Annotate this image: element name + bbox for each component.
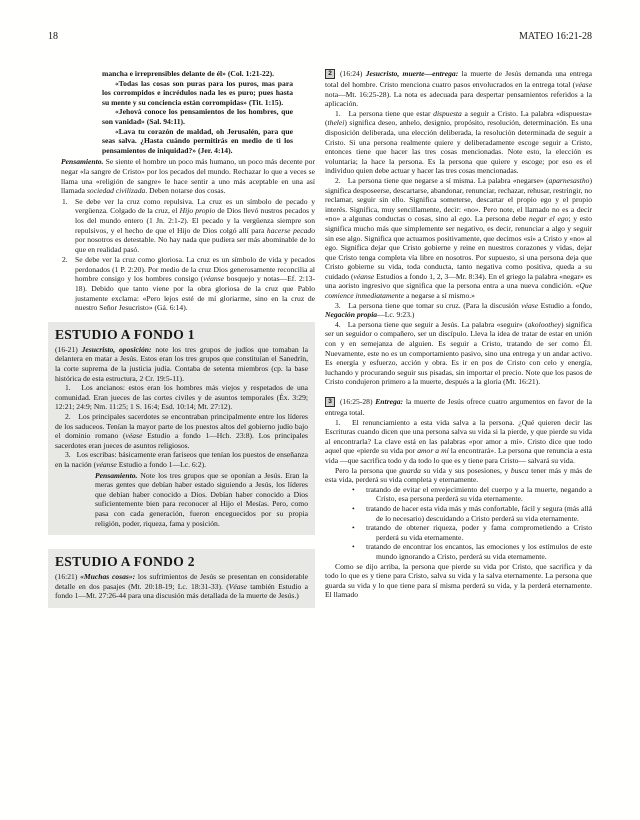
page-header bbox=[48, 31, 592, 43]
text-run: sociedad civilizada bbox=[86, 186, 146, 196]
text-run: Se siente el hombre un poco más humano, un poco más decente por negar «la sangre de Cristo» por los pecados del mundo. Rechazar lo que a veces se llama una «religión de sangre» le hace sentir a uno más aceptable en una así llamada bbox=[61, 157, 315, 196]
text-run: ; y esto significa mucho más que simplemente ser negativo, es decir, renunciar a algo y seguir sin ese algo. Significa que actuamos positivamente, que decimos «sí» a Cristo y «no» al ego. Significa dejar que Cristo gobierne y reine en nuestros corazones y vidas, dejar que Cristo tenga completa vía libre en nosotros. Por supuesto, si una persona deja que Cristo gobierne su vida, toda conducta, tanto negativa como positiva, queda a su cuidado ( bbox=[325, 214, 593, 281]
page-number: 18 bbox=[48, 31, 58, 42]
bullet-item bbox=[352, 484, 592, 504]
text-run: Hijo propio bbox=[179, 206, 216, 216]
note-number-badge: 3 bbox=[325, 397, 335, 407]
text-run: ego bbox=[459, 214, 471, 224]
text-run: thelei bbox=[327, 118, 345, 128]
left-column bbox=[48, 69, 315, 608]
text-run: véase bbox=[575, 80, 592, 89]
text-run: Se debe ver la cruz como gloriosa. La cruz es un símbolo de vida y pecados perdonados (1 P. 2:20). Por medio de la cruz Dios generosamente reconcilia al hombre consigo y los hombres consigo ( bbox=[75, 255, 315, 284]
study-paragraph bbox=[55, 450, 308, 469]
study-box-title: ESTUDIO A FONDO 2 bbox=[55, 554, 195, 570]
text-run: amor a mí bbox=[417, 446, 449, 456]
text-run: «Lava tu corazón de maldad, oh Jerusalén, para que seas salva. ¿Hasta cuándo permitirás en medio de ti los pensamientos de iniquidad?» (Jer. 4:14). bbox=[102, 126, 293, 155]
study-box bbox=[48, 322, 315, 535]
quote-paragraph bbox=[102, 79, 293, 108]
text-run: Note los tres grupos que se oponían a Jesús. Eran la meras gentes que debían haber estado siguiendo a Jesús, los líderes que debían haber conocido a Dios. Debían haber conocido a Dios suficientemente bien para reconocer al Hijo el Mesías. Pero, como pasa con cada generación, fueron enceguecidos por su propia religión, poder, riqueza, fama y posición. bbox=[95, 470, 308, 528]
pensamiento-paragraph bbox=[61, 157, 315, 195]
text-run: 3. Los escribas: básicamente eran fariseos que tenían los puestos de enseñanza en la nación ( bbox=[55, 450, 308, 469]
quote-paragraph bbox=[102, 69, 293, 79]
commentary-paragraph bbox=[325, 109, 592, 176]
commentary-paragraph bbox=[325, 562, 592, 600]
text-run: negar el ego bbox=[528, 214, 569, 224]
text-run: la muerte de Jesús ofrece cuatro argumentos en favor de la entrega total. bbox=[325, 397, 592, 417]
text-run: ) significa desposeerse, descartarse, abandonar, renunciar, rechazar, rehusar, restringir, no reclamar, seguir sin ello. Significa someterse, descartar el propio ego y el propio interés. Significa, muy sencillamente, decir: «no». Pero note, el llamado no es a decir «no» a algunas conductas o cosas, sino al bbox=[325, 175, 592, 224]
text-run: . Deben notarse dos cosas. bbox=[145, 186, 226, 196]
text-run: tratando de encontrar los encantos, las emociones y los estímulos de este mundo ignorando a Cristo, perderá su vida eternamente. bbox=[366, 542, 592, 561]
text-run: tratando de hacer esta vida más y más confortable, fácil y segura (más allá de lo necesario) descuidando a Cristo perderá su vida eternamente. bbox=[366, 503, 592, 523]
quote-paragraph bbox=[102, 107, 293, 126]
bullet-icon: • bbox=[352, 503, 355, 513]
text-run: Véase bbox=[228, 581, 247, 591]
bullet-icon: • bbox=[352, 523, 355, 533]
bullet-icon: • bbox=[352, 542, 355, 552]
bullet-item bbox=[352, 542, 592, 561]
text-run: tratando de evitar el envejecimiento del cuerpo y a la muerte, negando a Cristo, esa persona perderá su vida eternamente. bbox=[366, 484, 592, 504]
text-run: también Estudio a fondo 1—Mt. 27:26-44 para una discusión más detallada de la muerte de Jesús.) bbox=[55, 581, 309, 601]
text-run: Negación propia bbox=[325, 310, 378, 320]
text-run: aparnesastho bbox=[548, 175, 590, 185]
text-run: guarda bbox=[399, 465, 421, 475]
text-run: (16:25-28) bbox=[340, 397, 376, 406]
study-box bbox=[48, 549, 315, 608]
text-run: 2. Los principales sacerdotes se encontraban principalmente entre los líderes de los saduceos. Tenían la mayor parte de los puestos altos del gobierno judío bajo el dominio romano ( bbox=[55, 412, 308, 441]
text-run: Se debe ver la cruz como repulsiva. La cruz es un símbolo de pecado y vergüenza. Colgado de la cruz, el bbox=[75, 196, 315, 216]
text-run: a negarse a sí mismo.» bbox=[404, 291, 475, 301]
commentary-paragraph bbox=[325, 320, 592, 387]
text-run: tener más y más de esta vida, perderá su vida completa y eternamente. bbox=[325, 465, 592, 485]
study-paragraph bbox=[55, 383, 308, 412]
text-run: ) significa ser un seguidor o compañero, ser un discípulo. Lleva la idea de tratar de estar en unión con y en semejanza de alguien. Es seguir a Cristo, tratando de ser como Él. Nuevamente, este no es un comportamiento pasivo, sino una entrega y un andar activo. Es energía y esfuerzo, acción y obra. Es ir en pos de Cristo con celo y energía, luchando y procurando seguir sus pisadas, sin importar el precio. Note que los pasos de Cristo condujeron primero a la muerte, después a la gloria (Mt. 16:21). bbox=[325, 319, 592, 387]
text-run: dispuesta bbox=[433, 108, 462, 118]
numbered-item bbox=[62, 197, 315, 255]
text-run: véanse bbox=[96, 459, 117, 469]
text-run: Estudio a fondo 1—Lc. 6:2). bbox=[116, 459, 207, 469]
study-paragraph bbox=[55, 345, 308, 383]
bullet-item bbox=[352, 503, 592, 523]
text-run: Estudio a fondo 1—Hch. 23:8). Los principales sacerdotes eran jueces de asuntos religiosos. bbox=[55, 431, 309, 450]
text-run: «Muchas cosas»: bbox=[80, 572, 136, 582]
text-run: véanse bbox=[203, 274, 225, 284]
text-run: por nosotros es detestable. No hay nada que pudiera ser más abominable de lo que en realidad pasó. bbox=[75, 235, 315, 254]
text-run: los sufrimientos de Jesús se presentan en considerable detalle en dos pasajes (Mt. 20:18-19; Lc. 18:31-33). ( bbox=[55, 572, 308, 591]
text-run: 2. La persona tiene que negarse a sí misma. La palabra «negarse» ( bbox=[335, 175, 549, 185]
commentary-paragraph bbox=[325, 176, 592, 301]
text-run: «Jehová conoce los pensamientos de los hombres, que son vanidad» (Sal. 94:11). bbox=[102, 107, 293, 126]
text-run: . La persona debe bbox=[470, 214, 529, 224]
text-run: Pensamiento. bbox=[95, 470, 138, 480]
text-run: mancha e irreprensibles delante de él» (Col. 1:21-22). bbox=[102, 69, 275, 78]
text-run: hacerse pecado bbox=[266, 225, 315, 235]
text-run: Entrega: bbox=[375, 397, 404, 406]
right-column bbox=[325, 69, 592, 600]
text-run: véase bbox=[521, 300, 539, 310]
text-run: Jesucristo, oposición: bbox=[81, 344, 152, 354]
text-run: tratando de obtener riqueza, poder y fama comprometiendo a Cristo perderá su vida eternamente. bbox=[366, 523, 592, 542]
text-run: akoloothey bbox=[527, 319, 561, 329]
text-run: 1. Los ancianos: estos eran los hombres más viejos y respetados de una comunidad. Eran jueces de las cortes civiles y de asuntos temporales (Éx. 3:29; 12:21; 24:9; Nm. 11:25; 1 S. 16:4; Esd. 10:14; Mt. 27:12). bbox=[55, 383, 308, 412]
bullet-icon: • bbox=[352, 484, 355, 494]
note-paragraph bbox=[325, 69, 592, 109]
study-box-title: ESTUDIO A FONDO 1 bbox=[55, 326, 195, 342]
list-marker: 2. bbox=[62, 255, 68, 265]
text-run: note los tres grupos de judíos que tomaban la delantera en matar a Jesús. Estos eran los tres grupos que constituían el Sanedrín, la corte suprema de la justicia judía. Contaba de setenta miembros (cp. la base histórica de esta estructura, 2 Cr. 19:5-11). bbox=[55, 344, 308, 383]
numbered-item bbox=[62, 255, 315, 313]
text-run: Jesucristo, muerte—entrega: bbox=[365, 69, 459, 78]
two-column-body bbox=[48, 69, 592, 608]
note-paragraph bbox=[325, 397, 592, 418]
bullet-list bbox=[325, 485, 592, 562]
commentary-paragraph bbox=[325, 466, 592, 485]
text-run: 3. La persona tiene que tomar su cruz. (Para la discusión bbox=[335, 300, 522, 310]
text-run: 1. La persona tiene que estar bbox=[335, 108, 434, 118]
note-number-badge: 2 bbox=[325, 69, 335, 79]
text-run: —Lc. 9:23.) bbox=[377, 310, 415, 320]
study-paragraph bbox=[55, 572, 308, 601]
text-run: 1. El renunciamiento a esta vida salva a la persona. ¿Qué quieren decir las Escrituras cuando dicen que una persona salva su vida si la pierde, y que pierde su vida al encontrarla? La clave está en las palabras «por amor a mí». Cristo dice que todo aquel que «pierde su vida por bbox=[325, 417, 592, 456]
text-run: de Dios llevó nustros pecados y los del mundo entero (1 Jn. 2:1-2). El pecado y la vergüenza siempre son repulsivos, y el hecho de que el Hijo de Dios colgó allí para bbox=[75, 206, 316, 235]
text-run: busca bbox=[510, 465, 529, 475]
text-run: 4. La persona tiene que seguir a Jesús. La palabra «seguir» ( bbox=[335, 319, 528, 329]
text-run: (16-21) bbox=[55, 344, 82, 354]
text-run: Pensamiento. bbox=[61, 157, 104, 167]
text-run: (16:21) bbox=[55, 572, 81, 582]
text-run: Pero la persona que bbox=[335, 465, 400, 475]
commentary-paragraph bbox=[325, 301, 592, 320]
text-run: «Todas las cosas son puras para los puros, mas para los corrompidos e incrédulos nada les es puro; pues hasta su mente y su conciencia están corrompidas» (Tit. 1:15). bbox=[102, 78, 293, 107]
text-run: (16:24) bbox=[340, 69, 366, 78]
running-head: MATEO 16:21-28 bbox=[518, 31, 592, 42]
text-run: Estudio a fondo, bbox=[538, 300, 593, 310]
text-run: bosquejo y notas—Ef. 2:13-18). Debido que tanto viene por la obra gloriosa de la cruz que Pablo justamente exclama: «Pero lejos esté de mí gloriarme, sino en la cruz de nuestro Señor Jesucristo» (Gá. 6:14). bbox=[75, 274, 315, 313]
commentary-paragraph bbox=[325, 418, 592, 466]
text-run: la encontrará». La persona que renuncia a esta vida —que sacrifica todo y da todo lo que es y tiene para Cristo— salvará su vida. bbox=[325, 446, 592, 465]
pensamiento-paragraph bbox=[95, 471, 308, 529]
text-run: nota—Mt. 16:25-28). La nota es adecuada para despertar pensamientos referidos a la aplicación. bbox=[325, 89, 592, 109]
text-run: Como se dijo arriba, la persona que pierde su vida por Cristo, que sacrifica y da todo lo que es y tiene para Cristo, salva su vida y la salva eternamente. La persona que guarda su vida y lo que tiene para sí misma perderá su vida, y la perderá eternamente. El llamado bbox=[325, 561, 592, 600]
text-run: Estudios a fondo 1, 2, 3—Mr. 8:34). En el griego la palabra «negar» es una aoristo ingresivo que significa que la persona entra a una nueva condición. « bbox=[325, 271, 593, 291]
text-run: Que comience inmediatamente bbox=[325, 281, 592, 301]
text-run: su vida y sus posesiones, y bbox=[420, 465, 511, 475]
study-paragraph bbox=[55, 412, 308, 450]
bullet-item bbox=[352, 523, 592, 542]
quote-paragraph bbox=[102, 127, 293, 156]
list-marker: 1. bbox=[62, 196, 68, 206]
text-run: ) significa deseo, anhelo, designio, propósito, resolución, determinación. Es una disposición deliberada, una elección deliberada, la resolución determinada de seguir a Cristo. Si una persona realmente quiere y deliberadamente escoge seguir a Cristo, entonces tiene que hacer las tres cosas mencionadas. Note esto, la elección es voluntaria; la hace la persona. Es la persona que quiere y escoge; por eso es el individuo quien debe actuar y hacer las tres cosas mencionadas. bbox=[325, 118, 592, 176]
text-run: véase bbox=[125, 431, 143, 441]
text-run: la muerte de Jesús demanda una entrega total del hombre. Cristo menciona cuatro pasos envolucrados en la entrega total ( bbox=[325, 69, 592, 89]
text-run: a seguir a Cristo. La palabra «dispuesta» ( bbox=[325, 108, 592, 128]
text-run: véanse bbox=[353, 271, 375, 281]
